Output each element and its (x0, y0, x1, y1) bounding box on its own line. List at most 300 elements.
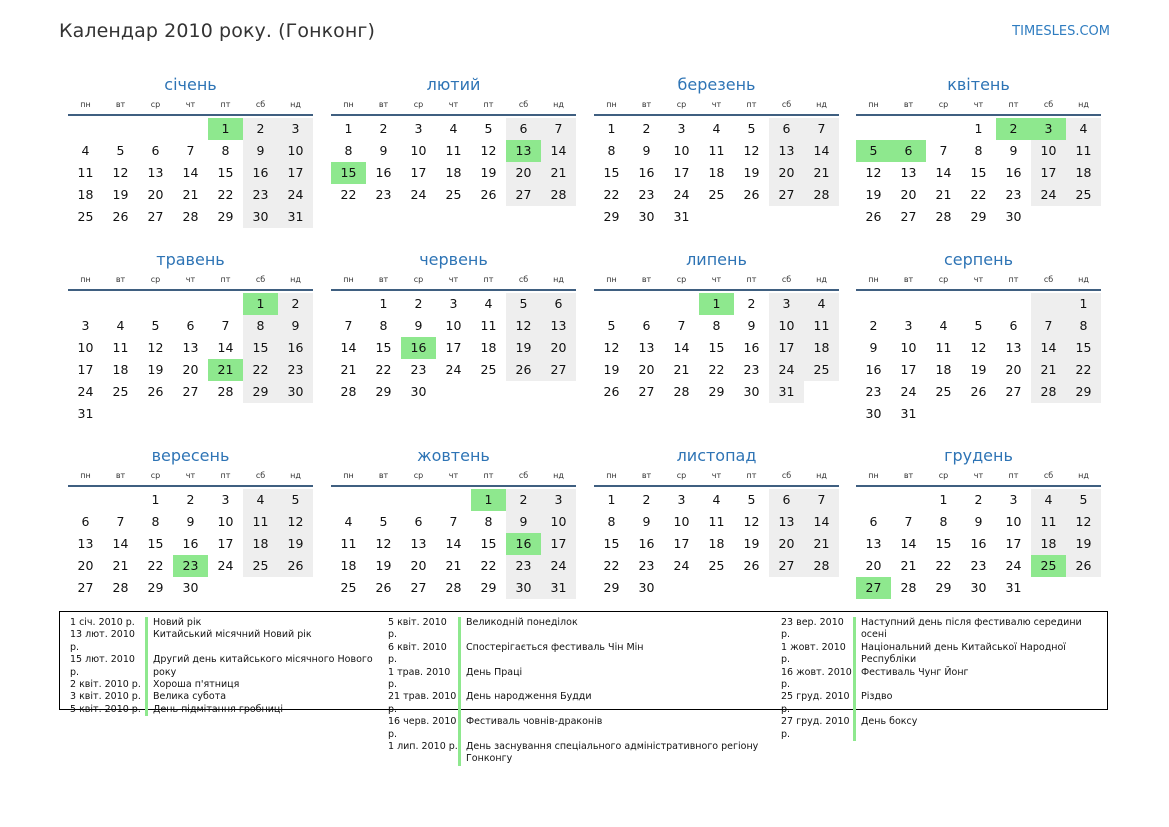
day-cell: 3 (904, 318, 913, 333)
day-cell: 25 (935, 384, 952, 399)
day-cell: 13 (182, 340, 199, 355)
day-cell: 30 (970, 580, 987, 595)
day-cell: 4 (243, 489, 278, 511)
day-cell: 9 (506, 511, 541, 533)
day-cell: 1 (607, 492, 616, 507)
day-cell: 3 (278, 118, 313, 140)
day-cell: 7 (449, 514, 458, 529)
day-cell: 28 (340, 384, 357, 399)
day-cell: 18 (1066, 162, 1101, 184)
day-cell: 10 (410, 143, 427, 158)
day-cell: 6 (869, 514, 878, 529)
day-cell: 30 (865, 406, 882, 421)
day-grid (856, 293, 1101, 425)
empty-cell (664, 293, 699, 315)
day-cell: 23 (410, 362, 427, 377)
day-cell: 29 (708, 384, 725, 399)
empty-cell (208, 403, 243, 425)
weekday-label: чт (448, 275, 459, 284)
day-cell: 6 (414, 514, 423, 529)
holiday-column-3 (771, 617, 1106, 741)
holiday-row (60, 691, 390, 703)
day-cell: 20 (147, 187, 164, 202)
day-cell: 16 (865, 362, 882, 377)
month-10 (331, 445, 576, 599)
holiday-date: 16 жовт. 2010 р. (781, 666, 852, 691)
day-cell: 22 (480, 558, 497, 573)
empty-cell (961, 293, 996, 315)
day-cell: 26 (603, 384, 620, 399)
day-cell: 5 (151, 318, 160, 333)
day-cell: 13 (410, 536, 427, 551)
day-cell: 7 (804, 489, 839, 511)
empty-cell (891, 293, 926, 315)
weekday-label: пт (1008, 471, 1019, 480)
empty-cell (996, 403, 1031, 425)
holiday-row (378, 716, 778, 741)
day-cell: 26 (375, 580, 392, 595)
day-cell: 12 (865, 165, 882, 180)
day-cell: 15 (935, 536, 952, 551)
day-cell: 1 (974, 121, 983, 136)
day-cell: 1 (379, 296, 388, 311)
day-cell: 29 (603, 209, 620, 224)
day-cell: 9 (186, 514, 195, 529)
day-cell: 17 (77, 362, 94, 377)
day-cell: 11 (804, 315, 839, 337)
day-cell: 23 (638, 558, 655, 573)
holiday-name: День народження Будди (458, 691, 592, 716)
day-cell: 22 (243, 359, 278, 381)
day-cell: 31 (278, 206, 313, 228)
day-cell: 16 (638, 165, 655, 180)
day-cell: 8 (243, 315, 278, 337)
day-cell: 2 (974, 492, 983, 507)
weekday-label: нд (553, 275, 564, 284)
holiday-row (60, 704, 390, 716)
day-cell: 31 (541, 577, 576, 599)
day-cell: 23 (375, 187, 392, 202)
day-cell: 24 (77, 384, 94, 399)
empty-cell (278, 403, 313, 425)
weekday-label: ср (150, 100, 161, 109)
day-cell: 15 (331, 162, 366, 184)
day-cell: 12 (743, 514, 760, 529)
holiday-date: 5 квіт. 2010 р. (70, 703, 141, 715)
day-cell: 1 (208, 118, 243, 140)
weekday-label: сб (781, 275, 792, 284)
weekday-label: нд (553, 100, 564, 109)
empty-cell (961, 403, 996, 425)
day-cell: 14 (900, 536, 917, 551)
day-cell: 6 (1009, 318, 1018, 333)
weekday-label: ср (413, 100, 424, 109)
day-cell: 22 (147, 558, 164, 573)
day-cell: 27 (1005, 384, 1022, 399)
day-cell: 20 (541, 337, 576, 359)
weekday-label: вт (378, 100, 389, 109)
day-cell: 11 (935, 340, 952, 355)
weekday-label: чт (973, 471, 984, 480)
weekday-label: ср (150, 275, 161, 284)
holiday-name: Спостерігається фестиваль Чін Мін (458, 642, 644, 667)
day-cell: 3 (1031, 118, 1066, 140)
weekday-label: пт (746, 471, 757, 480)
day-cell: 6 (769, 118, 804, 140)
day-cell: 1 (699, 293, 734, 315)
weekday-header (331, 273, 576, 291)
day-cell: 18 (112, 362, 129, 377)
holiday-date: 2 квіт. 2010 р. (70, 679, 141, 691)
day-cell: 11 (1066, 140, 1101, 162)
day-cell: 10 (1031, 140, 1066, 162)
day-cell: 25 (1066, 184, 1101, 206)
day-cell: 14 (340, 340, 357, 355)
day-cell: 14 (1031, 337, 1066, 359)
day-cell: 21 (673, 362, 690, 377)
holiday-name: День підмітання гробниці (145, 704, 283, 716)
day-cell: 9 (1009, 143, 1018, 158)
empty-cell (1066, 206, 1101, 228)
month-6 (331, 249, 576, 403)
day-cell: 17 (410, 165, 427, 180)
day-cell: 1 (243, 293, 278, 315)
weekday-label: сб (1043, 275, 1054, 284)
weekday-label: ср (676, 275, 687, 284)
day-cell: 30 (743, 384, 760, 399)
day-cell: 21 (541, 162, 576, 184)
day-cell: 2 (869, 318, 878, 333)
weekday-label: пн (606, 275, 617, 284)
site-link[interactable]: TIMESLES.COM (1012, 24, 1110, 39)
holiday-row (60, 629, 390, 654)
day-grid (331, 489, 576, 599)
day-cell: 13 (1005, 340, 1022, 355)
day-cell: 14 (804, 511, 839, 533)
day-cell: 7 (939, 143, 948, 158)
day-cell: 17 (1031, 162, 1066, 184)
day-cell: 18 (445, 165, 462, 180)
holiday-date: 15 лют. 2010 р. (70, 654, 135, 678)
day-cell: 29 (603, 580, 620, 595)
day-cell: 9 (414, 318, 423, 333)
holiday-row (60, 654, 390, 679)
month-5 (68, 249, 313, 425)
day-cell: 16 (1005, 165, 1022, 180)
day-grid (856, 489, 1101, 599)
day-cell: 4 (1031, 489, 1066, 511)
day-cell: 3 (1009, 492, 1018, 507)
day-cell: 22 (375, 362, 392, 377)
day-cell: 12 (743, 143, 760, 158)
day-cell: 6 (81, 514, 90, 529)
day-cell: 5 (747, 492, 756, 507)
day-cell: 26 (506, 359, 541, 381)
holiday-date: 1 жовт. 2010 р. (781, 641, 846, 666)
day-cell: 31 (673, 209, 690, 224)
day-cell: 6 (642, 318, 651, 333)
holiday-row (378, 741, 778, 766)
day-cell: 28 (445, 580, 462, 595)
holiday-column-1 (60, 617, 390, 716)
day-cell: 28 (804, 184, 839, 206)
day-cell: 2 (379, 121, 388, 136)
month-11 (594, 445, 839, 599)
day-cell: 16 (638, 536, 655, 551)
month-name: червень (419, 250, 488, 269)
day-cell: 14 (112, 536, 129, 551)
day-grid (331, 118, 576, 206)
day-cell: 17 (769, 337, 804, 359)
day-cell: 29 (375, 384, 392, 399)
weekday-label: пт (746, 275, 757, 284)
holiday-date: 3 квіт. 2010 р. (70, 691, 141, 703)
day-cell: 17 (673, 165, 690, 180)
weekday-label: сб (255, 275, 266, 284)
holiday-date: 27 груд. 2010 р. (781, 716, 850, 740)
day-grid (68, 293, 313, 425)
day-cell: 5 (379, 514, 388, 529)
day-cell: 10 (769, 315, 804, 337)
weekday-label: сб (1043, 471, 1054, 480)
day-cell: 10 (541, 511, 576, 533)
day-cell: 27 (856, 577, 891, 599)
holiday-name: Великодній понеділок (458, 617, 578, 642)
holiday-name: Національний день Китайської Народної Республіки (853, 642, 1106, 667)
day-grid (68, 489, 313, 599)
weekday-label: вт (641, 100, 652, 109)
day-cell: 23 (278, 359, 313, 381)
day-cell: 22 (217, 187, 234, 202)
month-name: серпень (944, 250, 1013, 269)
day-cell: 11 (1031, 511, 1066, 533)
day-cell: 9 (379, 143, 388, 158)
weekday-label: сб (518, 100, 529, 109)
day-cell: 26 (865, 209, 882, 224)
empty-cell (173, 293, 208, 315)
day-cell: 25 (708, 187, 725, 202)
day-cell: 19 (743, 165, 760, 180)
day-cell: 16 (743, 340, 760, 355)
day-cell: 5 (506, 293, 541, 315)
month-name: грудень (944, 446, 1013, 465)
empty-cell (856, 118, 891, 140)
day-cell: 21 (182, 187, 199, 202)
day-cell: 29 (147, 580, 164, 595)
month-name: липень (686, 250, 747, 269)
day-cell: 30 (410, 384, 427, 399)
empty-cell (996, 293, 1031, 315)
day-cell: 20 (182, 362, 199, 377)
weekday-label: чт (973, 275, 984, 284)
day-cell: 30 (1005, 209, 1022, 224)
day-cell: 9 (747, 318, 756, 333)
day-cell: 10 (1005, 514, 1022, 529)
day-cell: 19 (375, 558, 392, 573)
weekday-label: пн (868, 100, 879, 109)
day-cell: 14 (541, 140, 576, 162)
day-cell: 29 (243, 381, 278, 403)
weekday-label: нд (290, 471, 301, 480)
day-cell: 10 (445, 318, 462, 333)
day-cell: 15 (147, 536, 164, 551)
weekday-label: ср (938, 275, 949, 284)
weekday-header (594, 469, 839, 487)
holiday-date: 21 трав. 2010 р. (388, 691, 457, 715)
day-cell: 2 (642, 121, 651, 136)
day-cell: 2 (506, 489, 541, 511)
holiday-name: День Праці (458, 667, 522, 692)
day-cell: 31 (77, 406, 94, 421)
day-cell: 1 (344, 121, 353, 136)
day-cell: 5 (856, 140, 891, 162)
day-cell: 17 (541, 533, 576, 555)
day-cell: 28 (673, 384, 690, 399)
day-cell: 27 (410, 580, 427, 595)
holiday-column-2 (378, 617, 778, 766)
day-cell: 9 (974, 514, 983, 529)
day-cell: 28 (112, 580, 129, 595)
month-3 (594, 74, 839, 228)
weekday-label: пн (606, 471, 617, 480)
day-cell: 7 (1031, 315, 1066, 337)
holiday-row (771, 642, 1106, 667)
day-cell: 17 (217, 536, 234, 551)
day-cell: 15 (1066, 337, 1101, 359)
day-cell: 9 (642, 514, 651, 529)
month-name: січень (164, 75, 217, 94)
holiday-name: День боксу (853, 716, 917, 741)
day-cell: 9 (642, 143, 651, 158)
day-cell: 21 (445, 558, 462, 573)
empty-cell (208, 293, 243, 315)
day-cell: 6 (186, 318, 195, 333)
day-cell: 2 (747, 296, 756, 311)
empty-cell (769, 577, 804, 599)
empty-cell (769, 206, 804, 228)
holiday-date: 16 черв. 2010 р. (388, 716, 457, 740)
holiday-date: 13 лют. 2010 р. (70, 629, 135, 653)
day-cell: 21 (208, 359, 243, 381)
holiday-name: Фестиваль човнів-драконів (458, 716, 602, 741)
holiday-row (378, 617, 778, 642)
day-cell: 3 (221, 492, 230, 507)
weekday-label: пт (1008, 100, 1019, 109)
day-cell: 29 (1066, 381, 1101, 403)
month-name: вересень (151, 446, 230, 465)
empty-cell (68, 293, 103, 315)
day-cell: 19 (970, 362, 987, 377)
weekday-header (856, 98, 1101, 116)
day-cell: 19 (743, 536, 760, 551)
day-cell: 26 (970, 384, 987, 399)
holiday-date: 6 квіт. 2010 р. (388, 641, 447, 666)
weekday-label: сб (781, 100, 792, 109)
weekday-header (68, 273, 313, 291)
day-cell: 29 (480, 580, 497, 595)
day-cell: 24 (769, 359, 804, 381)
day-cell: 24 (410, 187, 427, 202)
empty-cell (103, 118, 138, 140)
holiday-name: Наступний день після фестивалю середини осені (853, 617, 1106, 642)
day-cell: 14 (804, 140, 839, 162)
day-cell: 18 (935, 362, 952, 377)
day-cell: 20 (506, 162, 541, 184)
day-cell: 24 (541, 555, 576, 577)
day-cell: 11 (708, 514, 725, 529)
day-cell: 16 (182, 536, 199, 551)
month-4 (856, 74, 1101, 228)
weekday-label: ср (150, 471, 161, 480)
weekday-label: ср (676, 471, 687, 480)
weekday-label: нд (1078, 275, 1089, 284)
day-cell: 20 (865, 558, 882, 573)
month-name: лютий (426, 75, 481, 94)
weekday-label: нд (816, 471, 827, 480)
empty-cell (926, 118, 961, 140)
empty-cell (436, 381, 471, 403)
day-cell: 28 (900, 580, 917, 595)
day-cell: 5 (484, 121, 493, 136)
day-cell: 21 (1031, 359, 1066, 381)
weekday-label: сб (781, 471, 792, 480)
month-9 (68, 445, 313, 599)
weekday-label: пн (343, 275, 354, 284)
empty-cell (103, 489, 138, 511)
weekday-label: нд (290, 100, 301, 109)
day-cell: 20 (769, 533, 804, 555)
empty-cell (891, 489, 926, 511)
day-cell: 18 (340, 558, 357, 573)
weekday-label: сб (518, 471, 529, 480)
day-cell: 21 (804, 533, 839, 555)
day-cell: 24 (673, 558, 690, 573)
day-cell: 23 (1005, 187, 1022, 202)
weekday-label: сб (1043, 100, 1054, 109)
day-cell: 5 (974, 318, 983, 333)
weekday-label: пн (868, 275, 879, 284)
day-cell: 2 (243, 118, 278, 140)
weekday-label: вт (641, 275, 652, 284)
holiday-name: Новий рік (145, 617, 201, 629)
empty-cell (1031, 206, 1066, 228)
day-cell: 27 (541, 359, 576, 381)
day-cell: 13 (541, 315, 576, 337)
weekday-label: пн (80, 100, 91, 109)
day-cell: 25 (708, 558, 725, 573)
weekday-header (594, 273, 839, 291)
holiday-date: 5 квіт. 2010 р. (388, 617, 447, 641)
empty-cell (436, 489, 471, 511)
day-cell: 4 (344, 514, 353, 529)
empty-cell (856, 489, 891, 511)
day-cell: 7 (804, 118, 839, 140)
weekday-label: чт (185, 275, 196, 284)
day-cell: 17 (900, 362, 917, 377)
weekday-label: сб (255, 100, 266, 109)
day-cell: 10 (278, 140, 313, 162)
month-12 (856, 445, 1101, 599)
day-cell: 21 (935, 187, 952, 202)
day-cell: 24 (278, 184, 313, 206)
day-cell: 15 (480, 536, 497, 551)
weekday-label: пт (483, 100, 494, 109)
weekday-label: вт (378, 471, 389, 480)
day-cell: 23 (865, 384, 882, 399)
empty-cell (926, 293, 961, 315)
day-cell: 19 (480, 165, 497, 180)
holiday-date: 1 трав. 2010 р. (388, 666, 451, 691)
